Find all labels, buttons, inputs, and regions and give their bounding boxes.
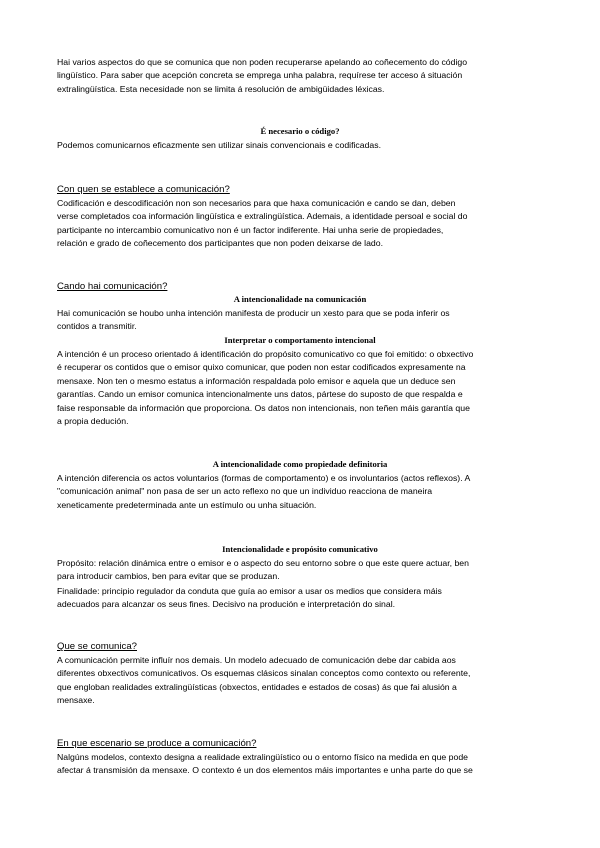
definitoria-paragraph: A intención diferencia os actos voluntarios (formas de comportamento) e os involuntarios (actos reflexos). A "comunicación animal" non pasa de ser un acto reflexo no que un individuo reacciona de maneira xeneticamente predeterminada ante un estímulo ou unha situación.: [57, 473, 471, 510]
interpretar-paragraph: A intención é un proceso orientado á identificación do propósito comunicativo co que foi emitido: o obxectivo é recuperar os contidos que o emisor quixo comunicar, que poden non estar codificados expresamente na mensaxe. Non ten o mesmo estatus a información respaldada polo emisor e aquela que un deduce sen garantías. Cando un emisor comunica intencionalmente uns datos, pártese do suposto de que respalda e faise responsable da información que proporciona. Os datos non intencionais, non teñen máis garantía que a propia dedución.: [57, 349, 474, 427]
subheading-codigo: É necesario o código?: [260, 126, 340, 136]
con-quen-paragraph: Codificación e descodificación non son necesarios para que haxa comunicación e cando se dan, deben verse completados coa información lingüística e extralingüística. Ademais, a identidade persoal e social do participante no intercambio comunicativo non é un factor indiferente. Hai unha serie de propiedades, relación e grado de coñecemento dos participantes que non poden deixarse de lado.: [57, 198, 468, 249]
heading-que-se-comunica: Que se comunica?: [57, 641, 137, 652]
subheading-proposito: Intencionalidade e propósito comunicativo: [222, 544, 378, 554]
heading-cando: Cando hai comunicación?: [57, 281, 168, 292]
subheading-definitoria: A intencionalidade como propiedade definitoria: [212, 459, 388, 469]
heading-con-quen: Con quen se establece a comunicación?: [57, 184, 230, 195]
que-se-comunica-paragraph: A comunicación permite influír nos demais. Un modelo adecuado de comunicación debe dar cabida aos diferentes obxectivos comunicativos. Os esquemas clásicos sinalan conceptos como contexto ou referente, que engloban realidades extralingüísticas (obxectos, entidades e estados de cosas) ás que fai alusión a mensaxe.: [57, 655, 471, 706]
codigo-paragraph: Podemos comunicarnos eficazmente sen utilizar sinais convencionais e codificadas.: [57, 140, 382, 150]
subheading-intencionalidade: A intencionalidade na comunicación: [233, 294, 367, 304]
intro-paragraph: Hai varios aspectos do que se comunica que non poden recuperarse apelando ao coñecemento do código lingüístico. Para saber que acepción concreta se emprega unha palabra, requírese ter acceso á situación extralingüística. Esta necesidade non se limita á resolución de ambigüidades léxicas.: [57, 57, 468, 94]
finalidade-paragraph: Finalidade: principio regulador da conduta que guía ao emisor a usar os medios que considera máis adecuados para alcanzar os seus fines. Decisivo na produción e interpretación do sinal.: [57, 586, 442, 610]
subheading-interpretar: Interpretar o comportamento intencional: [224, 335, 376, 345]
proposito-paragraph: Propósito: relación dinámica entre o emisor e o aspecto do seu entorno sobre o que este quere actuar, ben para introducir cambios, ben para evitar que se produzan.: [57, 558, 469, 582]
heading-escenario: En que escenario se produce a comunicación?: [57, 738, 257, 749]
escenario-paragraph: Nalgúns modelos, contexto designa a realidade extralingüístico ou o entorno físico na medida en que pode afectar á transmisión da mensaxe. O contexto é un dos elementos máis importantes e unha parte do que se: [57, 752, 473, 776]
intencionalidade-paragraph: Hai comunicación se houbo unha intención manifesta de producir un xesto para que se poda inferir os contidos a transmitir.: [57, 308, 450, 332]
